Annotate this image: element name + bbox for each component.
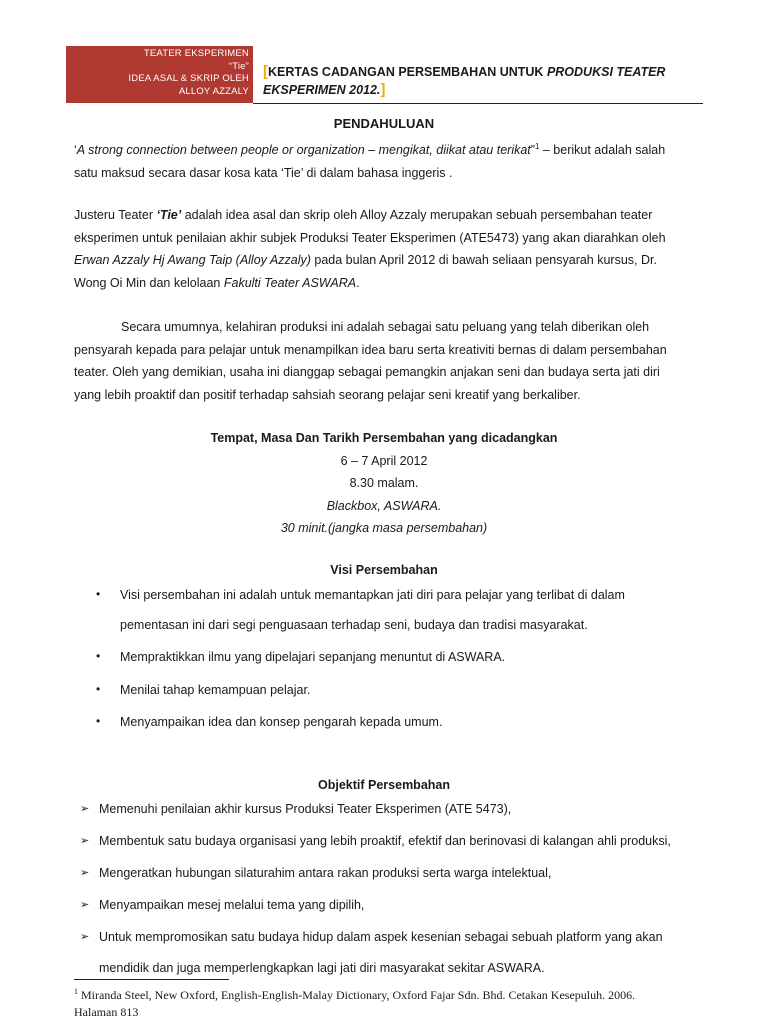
title-normal-part: KERTAS CADANGAN PERSEMBAHAN UNTUK — [268, 65, 547, 79]
objective-item-2: Membentuk satu budaya organisasi yang lebih proaktif, efektif dan berinovasi di kalangan ahli produksi, — [99, 834, 671, 848]
quote-text: A strong connection between people or organization – mengikat, diikat atau terikat — [76, 143, 531, 158]
background-line-3: teater. Oleh yang demikian, usaha ini dianggap sebagai pemangkin anjakan seni dan budaya serta jati diri — [74, 365, 660, 379]
arrow-bullet-icon: ➢ — [80, 931, 90, 943]
arrow-bullet-icon: ➢ — [80, 899, 90, 911]
schedule-duration: 30 minit.(jangka masa persembahan) — [280, 521, 488, 535]
bullet-icon: • — [96, 714, 101, 728]
arrow-bullet-icon: ➢ — [80, 867, 90, 879]
intro-line-1 — [74, 136, 694, 162]
footnote-line-2: Halaman 813 — [74, 1005, 139, 1019]
background-line-2: pensyarah kepada para pelajar untuk menampilkan idea baru serta kreativiti bernas di dalam persembahan — [74, 342, 667, 357]
intro-line-2: satu maksud secara dasar kosa kata ‘Tie’ di dalam bahasa inggeris . — [74, 165, 453, 180]
objective-item-5-line-1: Untuk mempromosikan satu budaya hidup dalam aspek kesenian sebagai sebuah platform yang akan — [99, 930, 663, 944]
vision-item-1-line-1: Visi persembahan ini adalah untuk memantapkan jati diri para pelajar yang terlibat di dalam — [120, 588, 625, 602]
footnote-text: Miranda Steel, New Oxford, English-English-Malay Dictionary, Oxford Fajar Sdn. Bhd. Cetakan Kesepuluh. 2006. — [78, 988, 636, 1002]
vision-item-2: Mempraktikkan ilmu yang dipelajari sepanjang menuntut di ASWARA. — [120, 650, 506, 664]
overview-line-2: eksperimen untuk penilaian akhir subjek Produksi Teater Eksperimen (ATE5473) yang akan diarahkan oleh — [74, 230, 666, 245]
objective-item-4: Menyampaikan mesej melalui tema yang dipilih, — [99, 898, 365, 912]
document-title — [263, 63, 703, 99]
text-run: pada bulan April 2012 di bawah seliaan pensyarah kursus, Dr. — [310, 253, 657, 267]
intro-heading: PENDAHULUAN — [333, 116, 435, 131]
header-box-line: ALLOY AZZALY — [178, 85, 249, 97]
footnote-number: 1 — [74, 987, 78, 996]
background-paragraph — [74, 316, 694, 406]
text-run: . — [356, 275, 360, 290]
objective-item-5-line-2: mendidik dan juga memperlengkapkan lagi jati diri masyarakat sekitar ASWARA. — [99, 961, 545, 975]
director-name: Erwan Azzaly Hj Awang Taip (Alloy Azzaly) — [74, 253, 311, 267]
objective-item-3: Mengeratkan hubungan silaturahim antara rakan produksi serta warga intelektual, — [99, 866, 552, 880]
schedule-venue: Blackbox, ASWARA. — [326, 498, 442, 513]
text-run: adalah idea asal dan skrip oleh Alloy Azzaly merupakan sebuah persembahan teater — [181, 208, 653, 222]
quote-open: ‘ — [74, 143, 77, 158]
background-line-4: yang lebih proaktif dan positif terhadap sahsiah seorang pelajar seni kreatif yang berkaliber. — [74, 387, 581, 402]
play-title: ‘Tie’ — [156, 208, 182, 222]
intro-paragraph — [74, 136, 694, 184]
schedule-date: 6 – 7 April 2012 — [340, 453, 428, 468]
title-italic-part-1: PRODUKSI TEATER — [546, 65, 666, 79]
objective-item-1: Memenuhi penilaian akhir kursus Produksi Teater Eksperimen (ATE 5473), — [99, 802, 512, 816]
title-italic-part-2: EKSPERIMEN 2012. — [263, 83, 381, 97]
vision-item-3: Menilai tahap kemampuan pelajar. — [120, 683, 311, 697]
footnote-line-1 — [74, 983, 714, 1004]
schedule-time: 8.30 malam. — [349, 476, 419, 490]
objectives-list — [80, 794, 695, 979]
vision-item-1 — [120, 580, 694, 640]
title-bracket-open: [ — [263, 63, 268, 80]
header-divider — [253, 103, 703, 104]
schedule-heading: Tempat, Masa Dan Tarikh Persembahan yang dicadangkan — [210, 431, 558, 445]
background-line-1: Secara umumnya, kelahiran produksi ini adalah sebagai satu peluang yang telah diberikan oleh — [121, 320, 650, 334]
bullet-icon: • — [96, 587, 101, 601]
text-run: Justeru Teater — [74, 208, 157, 222]
overview-paragraph — [74, 204, 694, 294]
header-box-line: TEATER EKSPERIMEN — [143, 48, 249, 59]
header-label-box — [66, 46, 253, 103]
vision-item-1-line-2: pementasan ini dari segi penguasaan terhadap seni, budaya dan tradisi masyarakat. — [120, 618, 588, 632]
objective-item-5 — [99, 922, 695, 984]
overview-line-4 — [74, 272, 694, 295]
footnote-ref: 1 — [534, 142, 540, 151]
overview-line-3 — [74, 249, 694, 272]
bullet-icon: • — [96, 649, 101, 663]
footnote — [74, 983, 714, 1021]
arrow-bullet-icon: ➢ — [80, 835, 90, 847]
header-box-line: “Tie” — [228, 60, 249, 72]
header-box-line: IDEA ASAL & SKRIP OLEH — [128, 73, 249, 84]
title-bracket-close: ] — [380, 81, 386, 98]
objectives-heading: Objektif Persembahan — [318, 778, 450, 792]
quote-close: ” — [530, 143, 535, 158]
bullet-icon: • — [96, 682, 101, 696]
vision-item-4: Menyampaikan idea dan konsep pengarah kepada umum. — [120, 715, 443, 729]
quote-rest: – berikut adalah salah — [539, 143, 666, 158]
text-run: Wong Oi Min dan kelolaan — [74, 275, 224, 290]
footnote-divider — [74, 979, 229, 980]
schedule-block — [74, 427, 694, 540]
arrow-bullet-icon: ➢ — [80, 803, 90, 815]
vision-list — [96, 580, 696, 740]
faculty-name: Fakulti Teater ASWARA — [223, 275, 357, 290]
vision-heading: Visi Persembahan — [330, 563, 438, 577]
overview-line-1 — [74, 204, 694, 227]
